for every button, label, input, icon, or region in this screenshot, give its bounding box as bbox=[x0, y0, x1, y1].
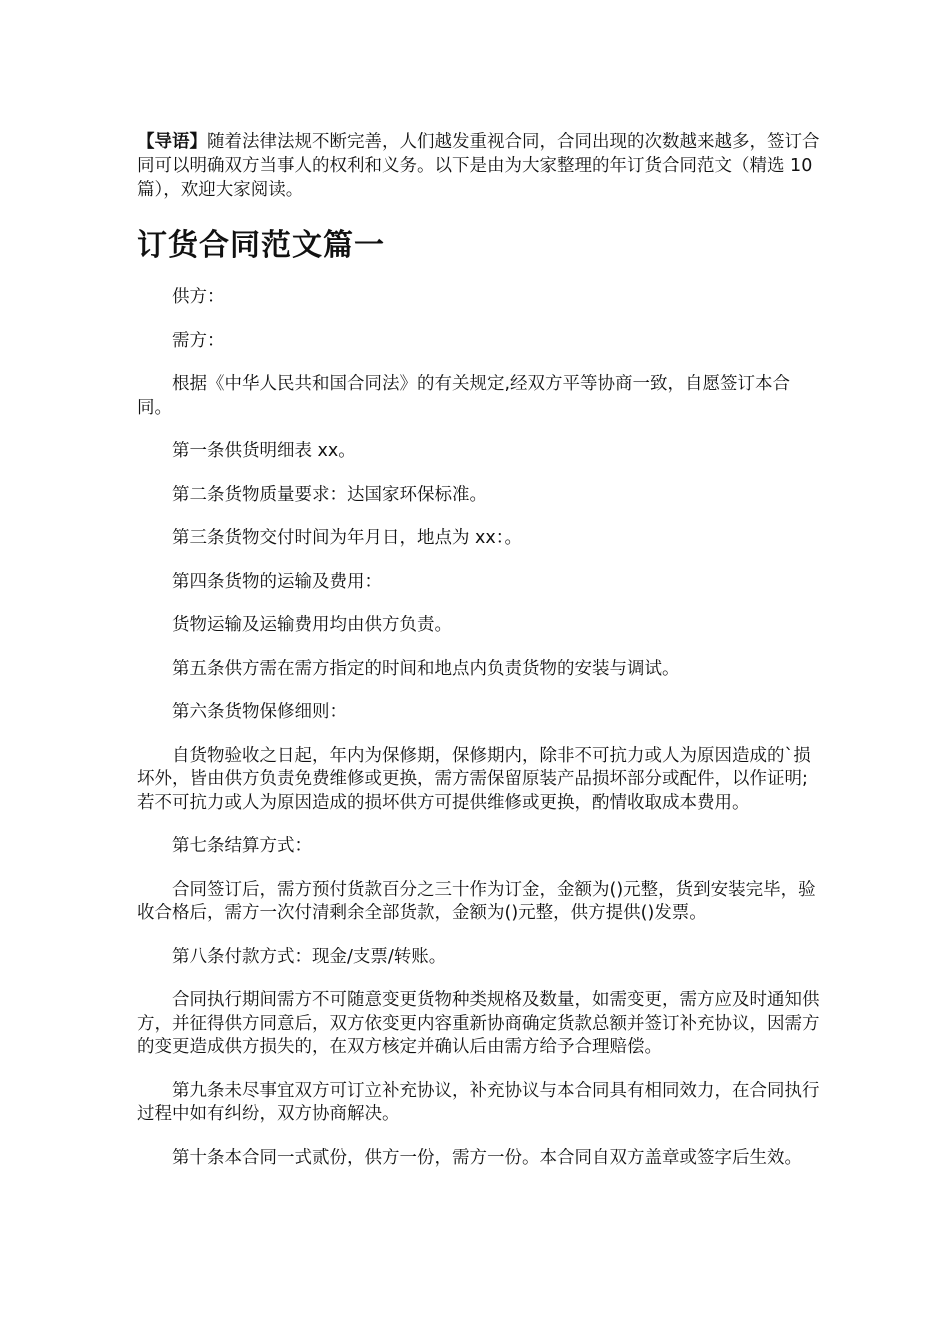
paragraph-article-7-detail: 合同签订后，需方预付货款百分之三十作为订金，金额为()元整，货到安装完毕，验收合格后，需方一次付清剩余全部货款，金额为()元整，供方提供()发票。 bbox=[137, 879, 816, 923]
paragraph-article-7: 第七条结算方式： bbox=[172, 836, 312, 856]
paragraph-article-8: 第八条付款方式：现金/支票/转账。 bbox=[172, 946, 447, 967]
paragraph-article-10: 第十条本合同一式贰份，供方一份，需方一份。本合同自双方盖章或签字后生效。 bbox=[172, 1147, 802, 1168]
paragraph-article-4: 第四条货物的运输及费用： bbox=[172, 571, 382, 592]
paragraph-article-9: 第九条未尽事宜双方可订立补充协议，补充协议与本合同具有相同效力，在合同执行过程中如有纠纷，双方协商解决。 bbox=[137, 1080, 820, 1124]
document-page bbox=[137, 130, 822, 1190]
section-heading: 订货合同范文篇一 bbox=[137, 228, 385, 263]
paragraph-article-2: 第二条货物质量要求：达国家环保标准。 bbox=[172, 484, 487, 505]
paragraph-supplier: 供方： bbox=[172, 287, 225, 307]
paragraph-buyer: 需方： bbox=[172, 330, 225, 351]
paragraph-preamble: 根据《中华人民共和国合同法》的有关规定,经双方平等协商一致，自愿签订本合同。 bbox=[137, 374, 791, 418]
paragraph-article-8-detail: 合同执行期间需方不可随意变更货物种类规格及数量，如需变更，需方应及时通知供方，并征得供方同意后，双方依变更内容重新协商确定货款总额并签订补充协议，因需方的变更造成供方损失的，在双方核定并确认后由需方给予合理赔偿。 bbox=[137, 990, 820, 1057]
intro-lead: 【导语】 bbox=[137, 132, 207, 152]
paragraph-article-6: 第六条货物保修细则： bbox=[172, 702, 347, 722]
paragraph-article-6-detail: 自货物验收之日起，年内为保修期，保修期内，除非不可抗力或人为原因造成的`损坏外，皆由供方负责免费维修或更换，需方需保留原装产品损坏部分或配件，以作证明;若不可抗力或人为原因造成的损坏供方可提供维修或更换，酌情收取成本费用。 bbox=[137, 745, 811, 813]
intro-paragraph bbox=[137, 130, 822, 202]
paragraph-article-1: 第一条供货明细表 xx。 bbox=[172, 441, 356, 461]
paragraph-article-4-detail: 货物运输及运输费用均由供方负责。 bbox=[172, 615, 452, 635]
paragraph-article-5: 第五条供方需在需方指定的时间和地点内负责货物的安装与调试。 bbox=[172, 658, 680, 679]
paragraph-article-3: 第三条货物交付时间为年月日，地点为 xx：。 bbox=[172, 528, 523, 548]
intro-text: 随着法律法规不断完善，人们越发重视合同，合同出现的次数越来越多，签订合同可以明确双方当事人的权利和义务。以下是由为大家整理的年订货合同范文（精选 10 篇），欢迎大家阅读。 bbox=[137, 132, 820, 200]
